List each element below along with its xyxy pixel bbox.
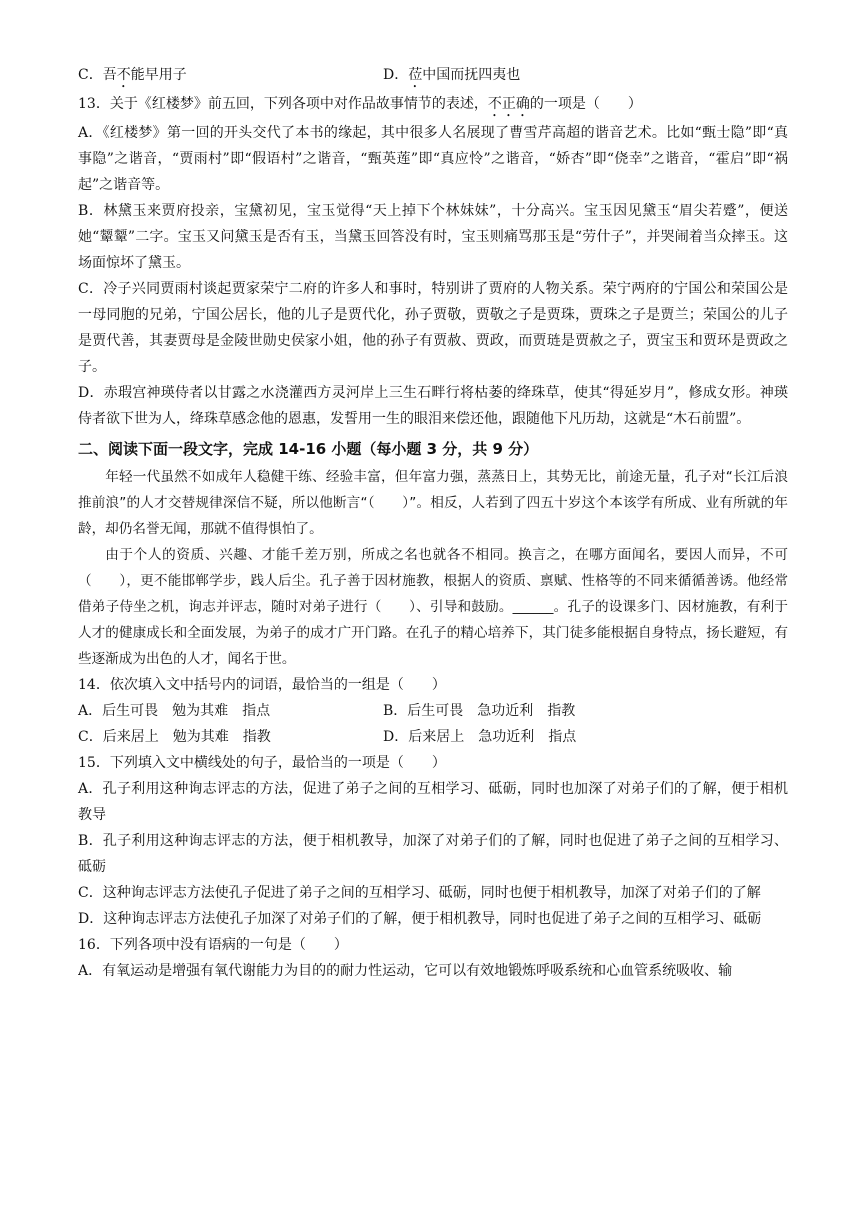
q15-option-c: C．这种询志评志方法使孔子促进了弟子之间的互相学习、砥砺，同时也便于相机教导，加深了对弟子们的了解	[78, 885, 761, 901]
q12-option-d: D．莅中国而抚四夷也	[383, 67, 521, 83]
q12-options-cd	[78, 62, 788, 91]
q12-option-c: C．吾不能早用子	[78, 67, 187, 83]
q15-option-a: A．孔子利用这种询志评志的方法，促进了弟子之间的互相学习、砥砺，同时也加深了对弟子们的了解，便于相机教导	[78, 781, 788, 823]
q14-options-cd	[78, 724, 788, 750]
q15-option-d: D．这种询志评志方法使孔子加深了对弟子们的了解，便于相机教导，同时也促进了弟子之间的互相学习、砥砺	[78, 911, 762, 927]
q14-option-a: A．后生可畏 勉为其难 指点	[78, 703, 271, 719]
q14-options-ab	[78, 698, 788, 724]
passage-paragraph-1: 年轻一代虽然不如成年人稳健干练、经验丰富，但年富力强，蒸蒸日上，其势无比，前途无量，孔子对“长江后浪推前浪”的人才交替规律深信不疑，所以他断言“（ ）”。相反，人若到了四五十岁这个本该学有所成、业有所就的年龄，却仍名誉无闻，那就不值得惧怕了。	[78, 469, 788, 537]
q14-option-c: C．后来居上 勉为其难 指教	[78, 729, 271, 745]
q14-option-d: D．后来居上 急功近利 指点	[383, 729, 577, 745]
q13-option-c: C．冷子兴同贾雨村谈起贾家荣宁二府的许多人和事时，特别讲了贾府的人物关系。荣宁两府的宁国公和荣国公是一母同胞的兄弟，宁国公居长，他的儿子是贾代化，孙子贾敬，贾敬之子是贾珠，贾珠之子是贾兰；荣国公的儿子是贾代善，其妻贾母是金陵世勋史侯家小姐，他的孙子有贾赦、贾政，而贾琏是贾赦之子，贾宝玉和贾环是贾政之子。	[78, 281, 788, 375]
q15-stem: 15．下列填入文中横线处的句子，最恰当的一项是（ ）	[78, 755, 446, 771]
q13-option-d: D．赤瑕宫神瑛侍者以甘露之水浇灌西方灵河岸上三生石畔行将枯萎的绛珠草，使其“得延岁月”，修成女形。神瑛侍者欲下世为人，绛珠草感念他的恩惠，发誓用一生的眼泪来偿还他，跟随他下凡历劫，这就是“木石前盟”。	[78, 385, 788, 427]
q16-option-a: A．有氧运动是增强有氧代谢能力为目的的耐力性运动，它可以有效地锻炼呼吸系统和心血管系统吸收、输	[78, 963, 733, 979]
q13-stem: 13．关于《红楼梦》前五回，下列各项中对作品故事情节的表述，不正确的一项是（ ）	[78, 96, 642, 112]
exam-page	[78, 62, 788, 984]
q14-stem: 14．依次填入文中括号内的词语，最恰当的一组是（ ）	[78, 677, 446, 693]
passage-paragraph-2: 由于个人的资质、兴趣、才能千差万别，所成之名也就各不相同。换言之，在哪方面闻名，要因人而异，不可（ ），更不能邯郸学步，践人后尘。孔子善于因材施教，根据人的资质、禀赋、性格等的不同来循循善诱。他经常借弟子侍坐之机，询志并评志，随时对弟子进行（ ）、引导和鼓励。______。孔子的设课多门、因材施教，有利于人才的健康成长和全面发展，为弟子的成才广开门路。在孔子的精心培养下，其门徒多能根据自身特点，扬长避短，有些逐渐成为出色的人才，闻名于世。	[78, 547, 788, 667]
q13-option-a: A．《红楼梦》第一回的开头交代了本书的缘起，其中很多人名展现了曹雪芹高超的谐音艺术。比如“甄士隐”即“真事隐”之谐音，“贾雨村”即“假语村”之谐音，“甄英莲”即“真应怜”之谐音，“娇杏”即“侥幸”之谐音，“霍启”即“祸起”之谐音等。	[78, 125, 788, 193]
q13-option-b: B．林黛玉来贾府投亲，宝黛初见，宝玉觉得“天上掉下个林妹妹”，十分高兴。宝玉因见黛玉“眉尖若蹙”，便送她“颦颦”二字。宝玉又问黛玉是否有玉，当黛玉回答没有时，宝玉则痛骂那玉是“劳什子”，并哭闹着当众摔玉。这场面惊坏了黛玉。	[78, 203, 788, 271]
q16-stem: 16．下列各项中没有语病的一句是（ ）	[78, 937, 348, 953]
section-heading: 二、阅读下面一段文字，完成 14-16 小题（每小题 3 分，共 9 分）	[78, 440, 539, 458]
q14-option-b: B．后生可畏 急功近利 指教	[383, 703, 576, 719]
q15-option-b: B．孔子利用这种询志评志的方法，便于相机教导，加深了对弟子们的了解，同时也促进了弟子之间的互相学习、砥砺	[78, 833, 788, 875]
